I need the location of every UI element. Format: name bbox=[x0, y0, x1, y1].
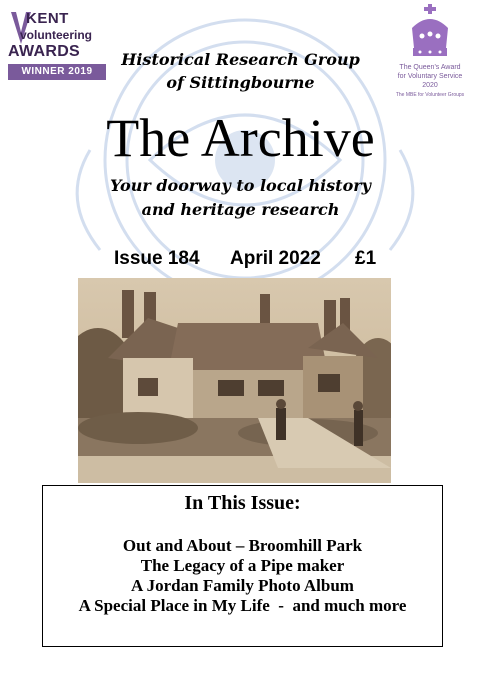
contents-item: A Jordan Family Photo Album bbox=[131, 576, 354, 595]
kent-logo-badge: WINNER 2019 bbox=[8, 64, 106, 80]
issue-number: Issue 184 bbox=[114, 248, 200, 269]
issue-line bbox=[0, 248, 481, 272]
queens-award-line1: The Queen's Award bbox=[399, 64, 461, 71]
queens-award-line4: The MBE for Volunteer Groups bbox=[395, 92, 465, 98]
contents-item: Out and About – Broomhill Park bbox=[122, 536, 363, 555]
group-name-line1: Historical Research Group bbox=[121, 50, 360, 69]
contents-box bbox=[42, 485, 443, 647]
cover-photo bbox=[78, 278, 391, 483]
contents-heading: In This Issue: bbox=[184, 492, 301, 514]
magazine-title: The Archive bbox=[106, 108, 375, 168]
kent-volunteering-awards-logo bbox=[8, 8, 104, 82]
group-name-line2: of Sittingbourne bbox=[166, 73, 315, 92]
queens-award-line3: 2020 bbox=[422, 82, 438, 89]
queens-award-line2: for Voluntary Service bbox=[397, 73, 463, 80]
kent-logo-line1: KENT bbox=[26, 10, 69, 27]
tagline-line2: and heritage research bbox=[141, 200, 340, 219]
kent-logo-line3: AWARDS bbox=[8, 43, 81, 60]
contents-item: The Legacy of a Pipe maker bbox=[140, 556, 345, 575]
house-photo-icon bbox=[78, 278, 391, 483]
contents-item: A Special Place in My Life - and much more bbox=[78, 596, 407, 615]
kent-logo-line2: volunteering bbox=[20, 28, 93, 42]
issue-price: £1 bbox=[355, 248, 377, 269]
tagline-line1: Your doorway to local history bbox=[110, 176, 371, 195]
issue-date: April 2022 bbox=[230, 248, 321, 269]
